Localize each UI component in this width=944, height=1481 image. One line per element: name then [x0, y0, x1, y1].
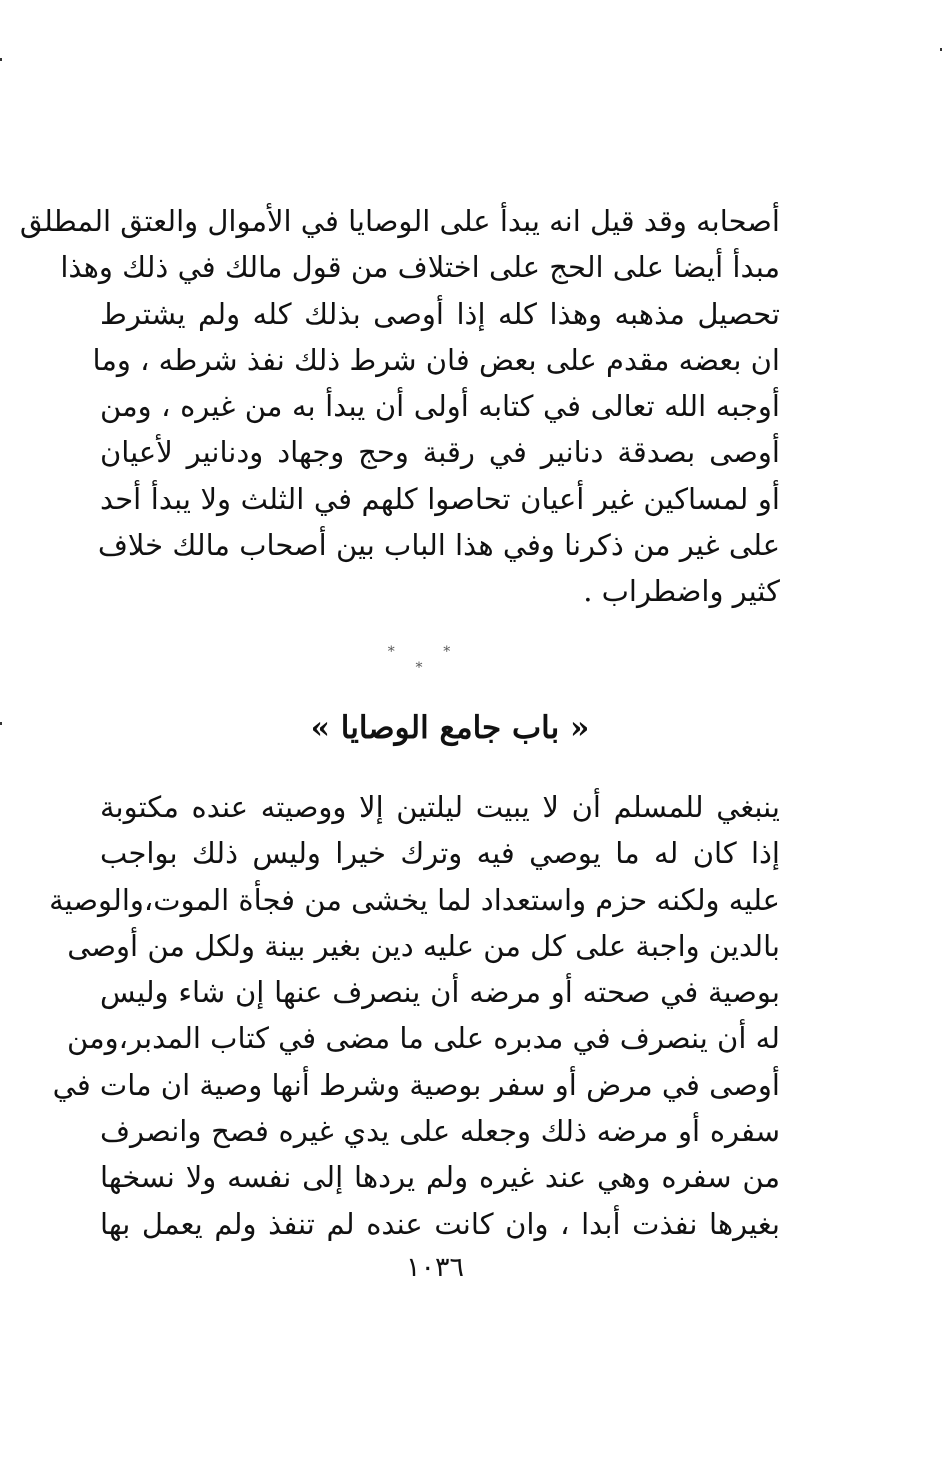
text-line: بغيرها نفذت أبدا ، وان كانت عنده لم تنفذ ولم يعمل بها [100, 1206, 780, 1241]
text-line: كثير واضطراب . [583, 574, 780, 609]
text-line: أوصى بصدقة دنانير في رقبة وحج وجهاد ودنانير لأعيان [100, 435, 780, 470]
scan-edge-mark-left-2 [0, 722, 2, 725]
paragraph-continued [19, 198, 780, 615]
page-number: ١٠٣٦ [405, 1252, 464, 1283]
text-line: مبدأ أيضا على الحج على اختلاف من قول مالك في ذلك وهذا [60, 250, 780, 285]
text-line: ينبغي للمسلم أن لا يبيت ليلتين إلا ووصيته عنده مكتوبة [100, 790, 780, 824]
text-line: بالدين واجبة على كل من عليه دين بغير بينة ولكل من أوصى [67, 928, 780, 963]
text-line: له أن ينصرف في مدبره على ما مضى في كتاب المدبر،ومن [67, 1021, 780, 1056]
text-line: سفره أو مرضه ذلك وجعله على يدي غيره فصح وانصرف [100, 1114, 780, 1149]
text-line: ان بعضه مقدم على بعض فان شرط ذلك نفذ شرطه ، وما [92, 342, 780, 377]
section-separator: * * * [387, 644, 473, 676]
text-line: إذا كان له ما يوصي فيه وترك خيرا وليس ذلك بواجب [100, 836, 780, 871]
text-line: أصحابه وقد قيل انه يبدأ على الوصايا في الأموال والعتق المطلق [19, 204, 780, 238]
text-line: تحصيل مذهبه وهذا كله إذا أوصى بذلك كله ولم يشترط [100, 296, 780, 331]
text-line: أو لمساكين غير أعيان تحاصوا كلهم في الثلث ولا يبدأ أحد [100, 481, 780, 516]
paragraph-section-body [49, 784, 780, 1247]
text-line: من سفره وهي عند غيره ولم يردها إلى نفسه ولا نسخها [100, 1160, 780, 1195]
text-line: بوصية في صحته أو مرضه أن ينصرف عنها إن شاء وليس [100, 975, 780, 1010]
scan-edge-mark-left [0, 58, 2, 61]
text-line: أوجبه الله تعالى في كتابه أولى أن يبدأ به من غيره ، ومن [100, 389, 780, 424]
section-title: « باب جامع الوصايا » [310, 710, 590, 746]
text-line: على غير من ذكرنا وفي هذا الباب بين أصحاب مالك خلاف [97, 528, 780, 563]
scan-edge-mark-right [940, 48, 942, 51]
text-line: عليه ولكنه حزم واستعداد لما يخشى من فجأة الموت،والوصية [49, 882, 780, 917]
text-line: أوصى في مرض أو سفر بوصية وشرط أنها وصية ان مات في [52, 1067, 780, 1102]
